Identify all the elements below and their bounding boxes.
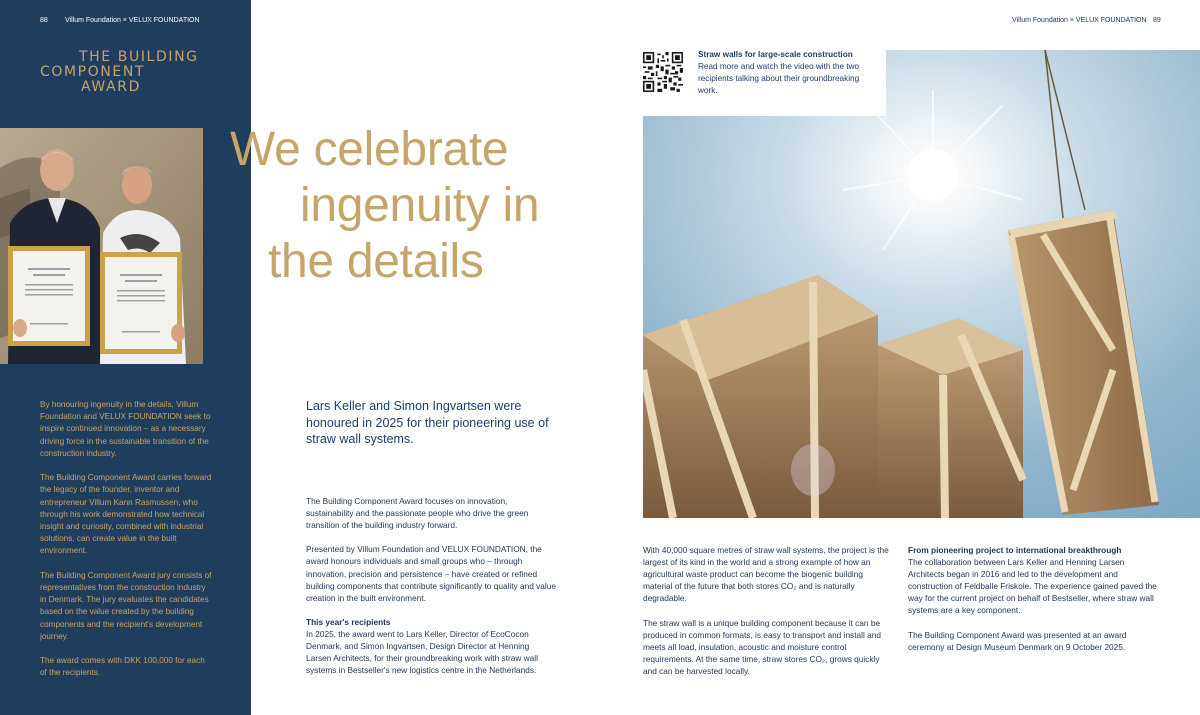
- running-header-left: Villum Foundation × VELUX FOUNDATION: [65, 17, 200, 24]
- body-paragraph: Presented by Villum Foundation and VELUX FOUNDATION, the award honours individuals and small groups who – through innovation, precision and persistence – have created or refined building components that contribute significantly to quality and value creation in the built environment.: [306, 544, 556, 603]
- headline-line-2: ingenuity in: [300, 179, 540, 232]
- sidebar-paragraph: By honouring ingenuity in the details, Villum Foundation and VELUX FOUNDATION seek to inspire continued innovation – as a necessary driving force in the sustainable transition of the construction industry.: [40, 400, 211, 458]
- qr-callout-text: [698, 49, 878, 97]
- qr-callout: [643, 44, 886, 116]
- body-paragraph: In 2025, the award went to Lars Keller, Director of EcoCocon Denmark, and Simon Ingvartsen, Design Director at Henning Larsen Architects, for their groundbreaking work with straw wall systems in Bestseller's new logistics centre in the Netherlands.: [306, 629, 538, 676]
- intro-paragraph: Lars Keller and Simon Ingvartsen were honoured in 2025 for their pioneering use of straw wall systems.: [306, 399, 549, 446]
- qr-code-icon[interactable]: [643, 52, 683, 92]
- sidebar-text: [40, 399, 212, 692]
- body-paragraph: The collaboration between Lars Keller and Henning Larsen Architects began in 2016 and led to the development and construction of Feldballe Friskole. The experience gained paved the way for the current project on behalf of Bestseller, where straw wall systems are a key component.: [908, 557, 1157, 616]
- qr-callout-description: Read more and watch the video with the two recipients talking about their groundbreaking work.: [698, 62, 860, 95]
- award-title-line-2: COMPONENT: [40, 64, 146, 80]
- straw-wall-photo-illustration: [643, 50, 1200, 518]
- award-title: [40, 50, 220, 95]
- headline: [230, 122, 539, 290]
- sidebar-paragraph: The Building Component Award carries forward the legacy of the founder, inventor and entrepreneur Villum Kann Rasmussen, who through his work demonstrated how technical insight and curiosity, combined with industrial solutions, can create value in the built environment.: [40, 473, 212, 556]
- subheading-recipients: This year's recipients: [306, 616, 391, 627]
- body-column-3: [908, 544, 1158, 665]
- award-title-line-3: AWARD: [81, 79, 141, 95]
- body-paragraph: With 40,000 square metres of straw wall systems, the project is the largest of its kind in the world and a strong example of how an agricultural waste product can become the biogenic building material of the future that both stores CO₂ and is naturally degradable.: [643, 545, 889, 604]
- body-column-2: [643, 544, 893, 689]
- body-column-1: [306, 495, 556, 689]
- recipients-photo: [0, 128, 203, 364]
- sidebar-paragraph: The award comes with DKK 100,000 for each of the recipients.: [40, 656, 205, 678]
- page-number-right: 89: [1153, 17, 1161, 24]
- qr-callout-title[interactable]: Straw walls for large-scale construction: [698, 50, 853, 59]
- left-sidebar: [0, 0, 251, 715]
- award-title-line-1: THE BUILDING: [79, 49, 199, 65]
- headline-line-1: We celebrate: [230, 123, 509, 176]
- body-paragraph: The Building Component Award was presented at an award ceremony at Design Museum Denmark on 9 October 2025.: [908, 629, 1127, 652]
- headline-line-3: the details: [268, 235, 484, 288]
- sidebar-paragraph: The Building Component Award jury consists of representatives from the construction industry in Denmark. The jury evaluates the candidates based on the value created by the building components and the recipient's development journey.: [40, 570, 212, 641]
- recipients-photo-illustration: [0, 128, 203, 364]
- body-paragraph: The Building Component Award focuses on innovation, sustainability and the passionate people who drive the green transition of the building industry forward.: [306, 496, 529, 531]
- running-header-right: Villum Foundation × VELUX FOUNDATION: [1012, 17, 1147, 24]
- page-number-left: 88: [40, 17, 48, 24]
- subheading-breakthrough: From pioneering project to international breakthrough: [908, 545, 1122, 555]
- body-paragraph: The straw wall is a unique building component because it can be produced in common formats, is easy to transport and install and meets all load, insulation, acoustic and moisture control requirements. At the same time, straw stores CO₂, grows quickly and can be harvested locally.: [643, 617, 881, 676]
- straw-wall-photo: [643, 50, 1200, 518]
